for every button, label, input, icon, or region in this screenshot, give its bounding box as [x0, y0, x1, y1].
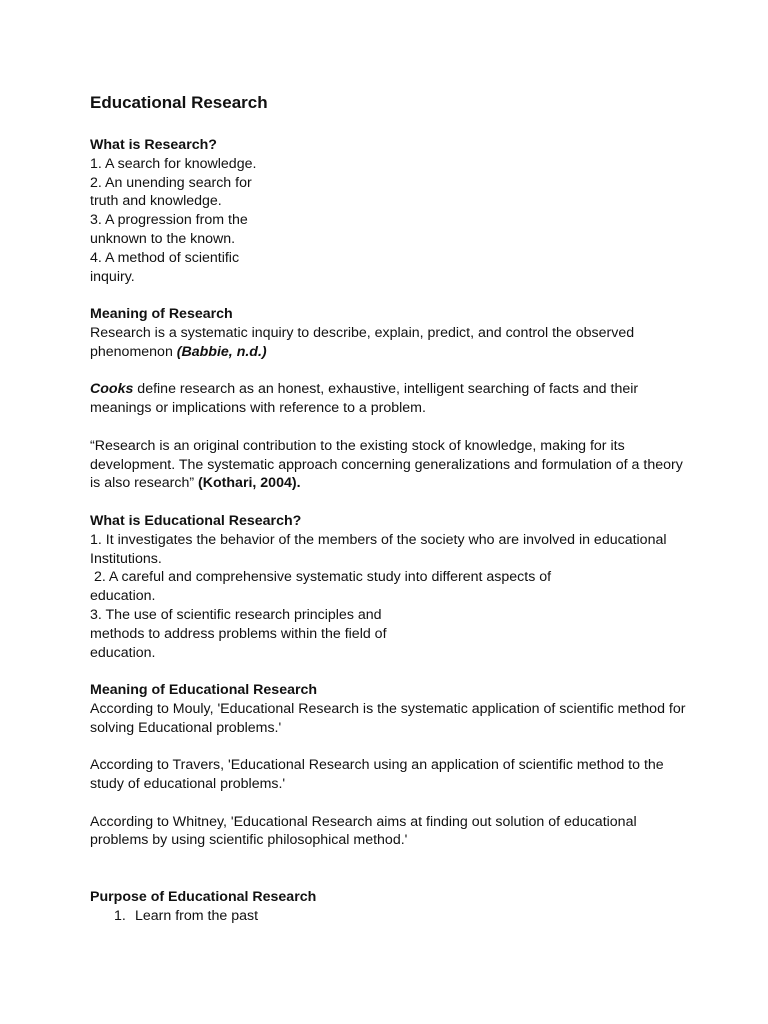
- travers-definition-line: study of educational problems.': [90, 776, 286, 793]
- purpose-section: [90, 888, 690, 926]
- what-is-educational-research-heading: What is Educational Research?: [90, 512, 302, 529]
- babbie-citation: (Babbie, n.d.): [176, 343, 267, 360]
- whitney-definition-line: problems by using scientific philosophical method.': [90, 832, 408, 849]
- babbie-definition-line: [90, 343, 690, 362]
- cooks-definition-line: [90, 380, 690, 399]
- educational-research-line: 1. It investigates the behavior of the members of the society who are involved in educational: [90, 531, 667, 548]
- research-definition-line: inquiry.: [90, 268, 135, 285]
- educational-research-line: 2. A careful and comprehensive systematic study into different aspects of: [90, 569, 552, 586]
- babbie-definition-text: phenomenon: [90, 343, 177, 360]
- spacer: [90, 850, 690, 888]
- research-definition-line: unknown to the known.: [90, 230, 236, 247]
- document-page: [90, 92, 690, 925]
- cooks-definition-text: define research as an honest, exhaustive, intelligent searching of facts and their: [133, 381, 639, 398]
- kothari-quote-text: is also research”: [90, 475, 199, 492]
- educational-research-line: methods to address problems within the field of: [90, 625, 387, 642]
- spacer: [90, 362, 690, 381]
- meaning-of-research-heading: Meaning of Research: [90, 306, 233, 323]
- educational-research-line: education.: [90, 588, 156, 605]
- what-is-research-section: [90, 136, 690, 286]
- kothari-quote-line: development. The systematic approach concerning generalizations and formulation of a theory: [90, 456, 683, 473]
- document-title: Educational Research: [90, 93, 268, 112]
- spacer: [90, 418, 690, 437]
- spacer: [90, 493, 690, 512]
- meaning-of-educational-research-heading: Meaning of Educational Research: [90, 682, 318, 699]
- what-is-educational-research-section: [90, 512, 690, 662]
- kothari-quote-line: “Research is an original contribution to the existing stock of knowledge, making for its: [90, 437, 625, 454]
- kothari-quote-line: [90, 474, 690, 493]
- cooks-definition-section: [90, 380, 690, 418]
- kothari-citation: (Kothari, 2004).: [198, 475, 301, 492]
- research-definition-line: 4. A method of scientific: [90, 249, 240, 266]
- cooks-definition-line: meanings or implications with reference to a problem.: [90, 400, 426, 417]
- educational-research-line: 3. The use of scientific research principles and: [90, 606, 382, 623]
- list-item-number: 1.: [114, 907, 126, 924]
- research-definition-line: 2. An unending search for: [90, 174, 252, 191]
- research-definition-line: 3. A progression from the: [90, 212, 248, 229]
- educational-research-line: Institutions.: [90, 550, 162, 567]
- list-item-text: Learn from the past: [135, 907, 259, 924]
- spacer: [90, 286, 690, 305]
- research-definition-line: truth and knowledge.: [90, 193, 222, 210]
- meaning-of-educational-research-section: [90, 681, 690, 850]
- spacer: [90, 794, 690, 813]
- kothari-quote-section: [90, 437, 690, 493]
- research-definition-line: 1. A search for knowledge.: [90, 155, 257, 172]
- babbie-definition-line: Research is a systematic inquiry to describe, explain, predict, and control the observed: [90, 324, 635, 341]
- travers-definition-line: According to Travers, 'Educational Research using an application of scientific method to the: [90, 757, 664, 774]
- spacer: [90, 662, 690, 681]
- mouly-definition-line: According to Mouly, 'Educational Research is the systematic application of scientific method for: [90, 700, 686, 717]
- what-is-research-heading: What is Research?: [90, 137, 217, 153]
- purpose-list: [90, 907, 690, 926]
- list-item: [90, 907, 690, 926]
- purpose-heading: Purpose of Educational Research: [90, 888, 317, 905]
- meaning-of-research-section: [90, 305, 690, 361]
- mouly-definition-line: solving Educational problems.': [90, 719, 282, 736]
- educational-research-line: education.: [90, 644, 156, 661]
- whitney-definition-line: According to Whitney, 'Educational Research aims at finding out solution of educational: [90, 813, 637, 830]
- spacer: [90, 738, 690, 757]
- cooks-name: Cooks: [90, 381, 134, 398]
